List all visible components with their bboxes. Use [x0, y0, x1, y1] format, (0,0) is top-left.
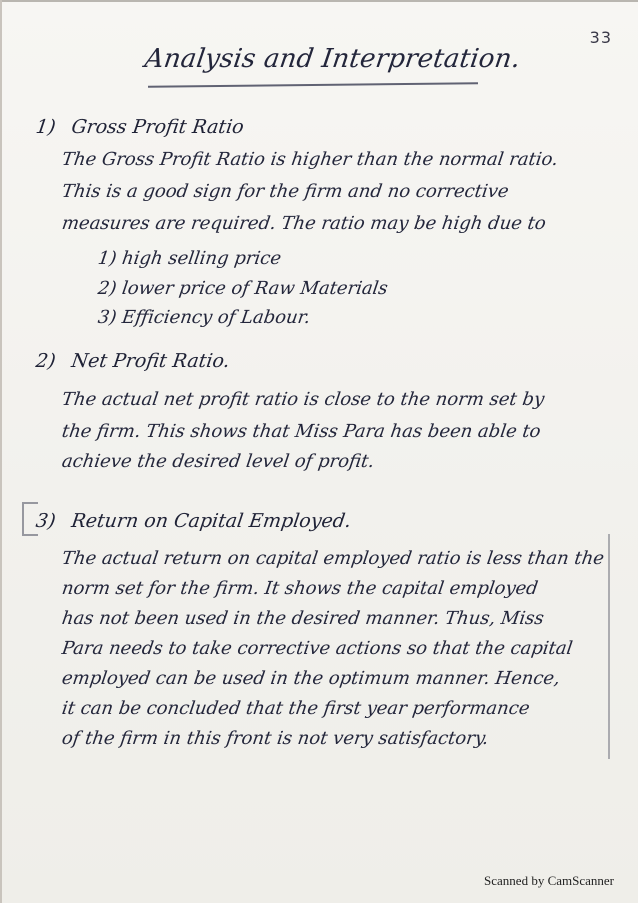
- section-heading-1: [34, 116, 245, 138]
- section-heading-3: [34, 510, 352, 532]
- section-2-line-2: the firm. This shows that Miss Para has been able to: [60, 421, 543, 442]
- section-1-line-1: The Gross Profit Ratio is higher than the normal ratio.: [60, 149, 560, 170]
- section-number-3: 3): [34, 510, 58, 532]
- section-title-3: Return on Capital Employed.: [70, 510, 353, 532]
- left-margin-line: [0, 0, 2, 903]
- title-underline: [148, 82, 478, 87]
- section-3-line-4: Para needs to take corrective actions so that the capital: [60, 638, 574, 659]
- section-1-bullet-3: 3) Efficiency of Labour.: [96, 307, 312, 328]
- section-2-line-1: The actual net profit ratio is close to the norm set by: [60, 389, 546, 410]
- section-1-bullet-2: 2) lower price of Raw Materials: [96, 278, 390, 299]
- section-1-line-3: measures are required. The ratio may be high due to: [60, 213, 548, 234]
- section-3-line-7: of the firm in this front is not very satisfactory.: [60, 728, 490, 749]
- section-title-1: Gross Profit Ratio: [70, 116, 246, 138]
- section-number-1: 1): [34, 116, 58, 138]
- section-title-2: Net Profit Ratio.: [70, 350, 232, 372]
- right-margin-bracket: [608, 534, 610, 759]
- section-3-line-6: it can be concluded that the first year performance: [60, 698, 531, 719]
- document-title: Analysis and Interpretation.: [142, 44, 523, 74]
- section-3-line-1: The actual return on capital employed ratio is less than the: [60, 548, 606, 569]
- section-number-2: 2): [34, 350, 58, 372]
- section-3-line-3: has not been used in the desired manner. Thus, Miss: [60, 608, 546, 629]
- section-2-line-3: achieve the desired level of profit.: [60, 451, 376, 472]
- section-3-line-5: employed can be used in the optimum manner. Hence,: [60, 668, 562, 689]
- page-number: 33: [589, 28, 612, 47]
- section-3-line-2: norm set for the firm. It shows the capital employed: [60, 578, 540, 599]
- section-1-line-2: This is a good sign for the firm and no corrective: [60, 181, 511, 202]
- section-heading-2: [34, 350, 231, 372]
- camscanner-watermark: Scanned by CamScanner: [484, 873, 614, 888]
- top-rule: [0, 0, 638, 2]
- section-1-bullet-1: 1) high selling price: [96, 248, 283, 269]
